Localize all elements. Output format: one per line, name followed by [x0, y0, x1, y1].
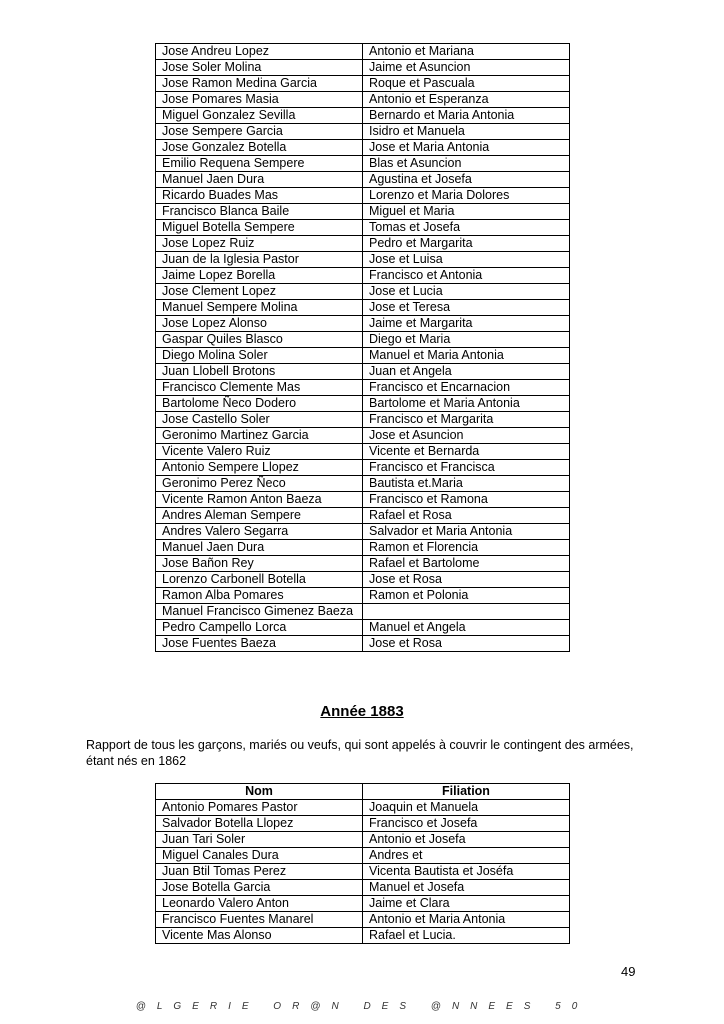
name-cell: Antonio Sempere Llopez [156, 460, 363, 476]
table-row [156, 880, 570, 896]
table-row [156, 832, 570, 848]
filiation-cell: Manuel et Josefa [363, 880, 570, 896]
table-header-row [156, 784, 570, 800]
filiation-cell: Antonio et Josefa [363, 832, 570, 848]
filiation-cell: Francisco et Josefa [363, 816, 570, 832]
name-cell: Jose Soler Molina [156, 60, 363, 76]
year-heading: Année 1883 [320, 703, 404, 720]
name-cell: Gaspar Quiles Blasco [156, 332, 363, 348]
filiation-cell: Ramon et Florencia [363, 540, 570, 556]
filiation-cell: Tomas et Josefa [363, 220, 570, 236]
column-header-filiation: Filiation [363, 784, 570, 800]
filiation-cell: Vicente et Bernarda [363, 444, 570, 460]
name-cell: Juan Tari Soler [156, 832, 363, 848]
table-row [156, 140, 570, 156]
filiation-cell: Antonio et Maria Antonia [363, 912, 570, 928]
name-cell: Juan Llobell Brotons [156, 364, 363, 380]
table-row [156, 556, 570, 572]
name-cell: Juan de la Iglesia Pastor [156, 252, 363, 268]
table-row [156, 108, 570, 124]
filiation-cell: Jose et Rosa [363, 636, 570, 652]
name-cell: Ramon Alba Pomares [156, 588, 363, 604]
table-row [156, 44, 570, 60]
table-row [156, 444, 570, 460]
name-cell: Jose Fuentes Baeza [156, 636, 363, 652]
name-cell: Jose Botella Garcia [156, 880, 363, 896]
intro-paragraph: Rapport de tous les garçons, mariés ou veufs, qui sont appelés à couvrir le contingent des armées, étant nés en 1862 [86, 738, 634, 768]
filiation-cell: Antonio et Mariana [363, 44, 570, 60]
name-cell: Francisco Fuentes Manarel [156, 912, 363, 928]
table-row [156, 188, 570, 204]
name-cell: Jose Andreu Lopez [156, 44, 363, 60]
name-cell: Miguel Canales Dura [156, 848, 363, 864]
name-cell: Juan Btil Tomas Perez [156, 864, 363, 880]
table-row [156, 156, 570, 172]
filiation-cell: Blas et Asuncion [363, 156, 570, 172]
table-row [156, 864, 570, 880]
name-cell: Jose Sempere Garcia [156, 124, 363, 140]
table-row [156, 204, 570, 220]
filiation-cell: Jose et Asuncion [363, 428, 570, 444]
table-row [156, 620, 570, 636]
filiation-cell: Agustina et Josefa [363, 172, 570, 188]
filiation-cell: Jaime et Asuncion [363, 60, 570, 76]
name-cell: Jose Lopez Ruiz [156, 236, 363, 252]
table-row [156, 848, 570, 864]
filiation-cell: Jaime et Clara [363, 896, 570, 912]
filiation-cell: Manuel et Maria Antonia [363, 348, 570, 364]
table-row [156, 540, 570, 556]
table-row [156, 604, 570, 620]
name-cell: Manuel Sempere Molina [156, 300, 363, 316]
filiation-cell: Salvador et Maria Antonia [363, 524, 570, 540]
name-cell: Leonardo Valero Anton [156, 896, 363, 912]
filiation-cell: Bautista et.Maria [363, 476, 570, 492]
table-row [156, 524, 570, 540]
filiation-cell: Rafael et Lucia. [363, 928, 570, 944]
name-cell: Manuel Jaen Dura [156, 540, 363, 556]
name-cell: Antonio Pomares Pastor [156, 800, 363, 816]
name-cell: Emilio Requena Sempere [156, 156, 363, 172]
name-cell: Andres Aleman Sempere [156, 508, 363, 524]
filiation-cell [363, 604, 570, 620]
table-row [156, 364, 570, 380]
name-cell: Jaime Lopez Borella [156, 268, 363, 284]
filiation-cell: Jaime et Margarita [363, 316, 570, 332]
table-row [156, 60, 570, 76]
filiation-cell: Roque et Pascuala [363, 76, 570, 92]
table-row [156, 76, 570, 92]
name-cell: Jose Pomares Masia [156, 92, 363, 108]
table-row [156, 508, 570, 524]
name-cell: Jose Clement Lopez [156, 284, 363, 300]
table-row [156, 172, 570, 188]
name-cell: Salvador Botella Llopez [156, 816, 363, 832]
filiation-cell: Rafael et Rosa [363, 508, 570, 524]
name-cell: Jose Bañon Rey [156, 556, 363, 572]
name-cell: Francisco Blanca Baile [156, 204, 363, 220]
filiation-cell: Francisco et Encarnacion [363, 380, 570, 396]
filiation-cell: Jose et Teresa [363, 300, 570, 316]
name-cell: Vicente Mas Alonso [156, 928, 363, 944]
table-row [156, 332, 570, 348]
name-cell: Ricardo Buades Mas [156, 188, 363, 204]
name-cell: Jose Ramon Medina Garcia [156, 76, 363, 92]
name-cell: Vicente Valero Ruiz [156, 444, 363, 460]
name-cell: Geronimo Perez Ñeco [156, 476, 363, 492]
filiation-cell: Joaquin et Manuela [363, 800, 570, 816]
filiation-cell: Francisco et Antonia [363, 268, 570, 284]
name-cell: Miguel Botella Sempere [156, 220, 363, 236]
table-row [156, 460, 570, 476]
name-cell: Miguel Gonzalez Sevilla [156, 108, 363, 124]
name-cell: Diego Molina Soler [156, 348, 363, 364]
table-row [156, 492, 570, 508]
table-row [156, 428, 570, 444]
name-cell: Jose Castello Soler [156, 412, 363, 428]
filiation-cell: Francisco et Francisca [363, 460, 570, 476]
page-footer: @LGERIE OR@N DES @NNEES 50 [135, 1001, 589, 1012]
page-number: 49 [621, 964, 636, 979]
table-row [156, 396, 570, 412]
baptism-table-1 [155, 43, 570, 652]
filiation-cell: Pedro et Margarita [363, 236, 570, 252]
filiation-cell: Bernardo et Maria Antonia [363, 108, 570, 124]
name-cell: Jose Gonzalez Botella [156, 140, 363, 156]
conscripts-table-1883 [155, 783, 570, 944]
name-cell: Vicente Ramon Anton Baeza [156, 492, 363, 508]
filiation-cell: Juan et Angela [363, 364, 570, 380]
table-row [156, 252, 570, 268]
table-row [156, 896, 570, 912]
table-row [156, 124, 570, 140]
filiation-cell: Rafael et Bartolome [363, 556, 570, 572]
table-row [156, 928, 570, 944]
filiation-cell: Manuel et Angela [363, 620, 570, 636]
filiation-cell: Jose et Maria Antonia [363, 140, 570, 156]
filiation-cell: Isidro et Manuela [363, 124, 570, 140]
filiation-cell: Ramon et Polonia [363, 588, 570, 604]
table-row [156, 348, 570, 364]
table-row [156, 300, 570, 316]
table-row [156, 572, 570, 588]
table-row [156, 284, 570, 300]
filiation-cell: Vicenta Bautista et Joséfa [363, 864, 570, 880]
name-cell: Pedro Campello Lorca [156, 620, 363, 636]
table-row [156, 476, 570, 492]
table-row [156, 380, 570, 396]
table-row [156, 588, 570, 604]
name-cell: Jose Lopez Alonso [156, 316, 363, 332]
filiation-cell: Antonio et Esperanza [363, 92, 570, 108]
table-row [156, 412, 570, 428]
name-cell: Manuel Francisco Gimenez Baeza [156, 604, 363, 620]
filiation-cell: Jose et Rosa [363, 572, 570, 588]
filiation-cell: Jose et Luisa [363, 252, 570, 268]
column-header-nom: Nom [156, 784, 363, 800]
filiation-cell: Andres et [363, 848, 570, 864]
filiation-cell: Diego et Maria [363, 332, 570, 348]
name-cell: Bartolome Ñeco Dodero [156, 396, 363, 412]
filiation-cell: Francisco et Ramona [363, 492, 570, 508]
table-row [156, 268, 570, 284]
table-row [156, 912, 570, 928]
table-row [156, 92, 570, 108]
filiation-cell: Jose et Lucia [363, 284, 570, 300]
filiation-cell: Bartolome et Maria Antonia [363, 396, 570, 412]
filiation-cell: Francisco et Margarita [363, 412, 570, 428]
table-row [156, 816, 570, 832]
name-cell: Francisco Clemente Mas [156, 380, 363, 396]
name-cell: Andres Valero Segarra [156, 524, 363, 540]
table-row [156, 236, 570, 252]
filiation-cell: Lorenzo et Maria Dolores [363, 188, 570, 204]
name-cell: Manuel Jaen Dura [156, 172, 363, 188]
name-cell: Lorenzo Carbonell Botella [156, 572, 363, 588]
table-row [156, 220, 570, 236]
table-row [156, 800, 570, 816]
name-cell: Geronimo Martinez Garcia [156, 428, 363, 444]
table-row [156, 316, 570, 332]
table-row [156, 636, 570, 652]
filiation-cell: Miguel et Maria [363, 204, 570, 220]
